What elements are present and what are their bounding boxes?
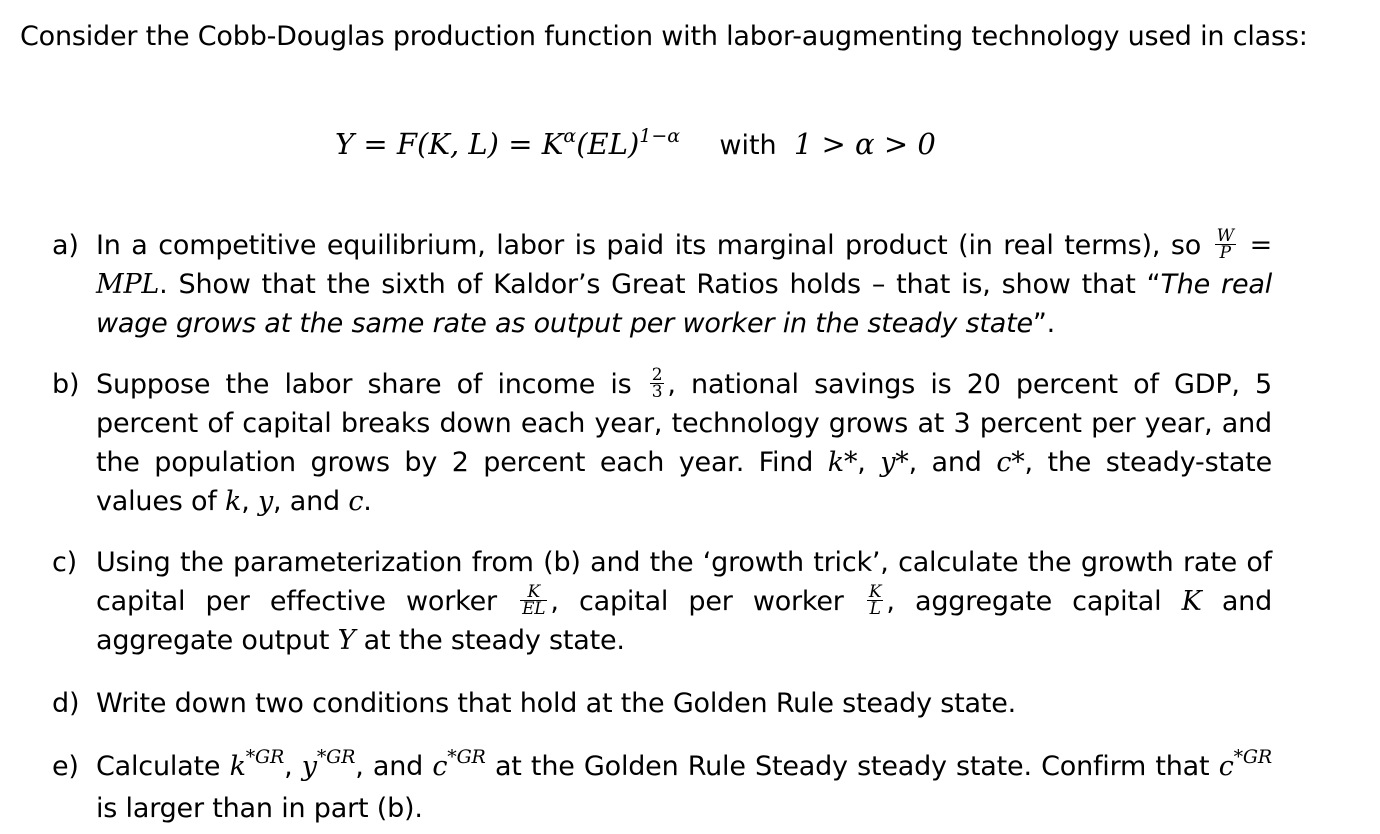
question-c xyxy=(52,543,1272,660)
k-over-l-numerator: K xyxy=(868,582,882,602)
question-b-part3: , the steady-state values of xyxy=(96,447,1272,517)
aggregate-output-variable: Y xyxy=(337,625,356,656)
equation-el: (EL) xyxy=(576,127,640,161)
question-b xyxy=(52,365,1272,521)
k-over-el-numerator: K xyxy=(520,584,547,601)
question-c-part5: at the steady state. xyxy=(363,625,625,656)
question-e-label: e) xyxy=(52,751,79,782)
question-e-part3: is larger than in part (b). xyxy=(96,793,423,824)
aggregate-capital-variable: K xyxy=(1181,586,1202,617)
question-a xyxy=(52,226,1272,343)
question-a-part3: ”. xyxy=(1032,308,1056,339)
question-e-part1: Calculate xyxy=(96,751,221,782)
k-over-l-denominator: L xyxy=(869,599,881,619)
question-e-text xyxy=(96,747,1272,828)
separator: , xyxy=(284,751,302,782)
question-a-text xyxy=(96,226,1272,343)
k-over-el-fraction xyxy=(520,584,547,617)
separator: , xyxy=(857,447,881,478)
two-thirds-fraction xyxy=(650,367,665,400)
c-gr-superscript-2: *GR xyxy=(1233,746,1272,768)
c-star: c* xyxy=(996,447,1025,478)
question-e xyxy=(52,747,1272,828)
question-a-part2: . Show that the sixth of Kaldor’s Great Ratios holds – that is, show that “ xyxy=(159,269,1161,300)
equation-one-minus-alpha-exponent: 1−α xyxy=(639,125,681,147)
equation-lhs: Y = F(K, L) = K xyxy=(335,127,564,161)
intro-text: Consider the Cobb-Douglas production function with labor-augmenting technology used in class: xyxy=(20,21,1308,52)
k-gr-variable: k xyxy=(229,751,246,782)
c-variable: c xyxy=(348,486,364,517)
w-over-p-fraction xyxy=(1215,228,1236,261)
question-d-label: d) xyxy=(52,688,80,719)
two-thirds-numerator: 2 xyxy=(651,365,663,385)
equation-condition: 1 > α > 0 xyxy=(793,127,936,161)
k-over-el-denominator: EL xyxy=(522,599,546,619)
question-b-part1: Suppose the labor share of income is xyxy=(96,369,632,400)
question-c-label: c) xyxy=(52,547,77,578)
k-star: k* xyxy=(827,447,858,478)
question-a-part1: In a competitive equilibrium, labor is paid its marginal product (in real terms), so xyxy=(96,230,1202,261)
question-c-part3: , aggregate capital xyxy=(886,586,1162,617)
k-variable: k xyxy=(225,486,242,517)
question-c-part4: and aggregate output xyxy=(96,586,1273,656)
equals-sign: = xyxy=(1249,230,1273,261)
kaldor-quote: The real wage grows at the same rate as output per worker in the steady state xyxy=(96,269,1272,339)
separator: , and xyxy=(355,751,433,782)
question-a-label: a) xyxy=(52,230,79,261)
question-c-part1: Using the parameterization from (b) and the ‘growth trick’, calculate the growth rate of capital per effective worker xyxy=(96,547,1272,617)
mpl-term: MPL xyxy=(96,269,160,300)
question-d-text: Write down two conditions that hold at the Golden Rule steady state. xyxy=(96,688,1017,719)
y-star: y* xyxy=(880,447,909,478)
separator: , and xyxy=(273,486,349,517)
question-b-part2: , national savings is 20 percent of GDP, 5 percent of capital breaks down each year, technology grows at 3 percent per year, and the population grows by 2 percent each year. Find xyxy=(96,369,1272,478)
question-e-part2: at the Golden Rule Steady steady state. Confirm that xyxy=(494,751,1210,782)
question-b-text xyxy=(96,365,1272,521)
c-gr-superscript: *GR xyxy=(447,746,486,768)
equation-alpha-exponent: α xyxy=(563,125,577,147)
k-over-l-fraction xyxy=(867,584,884,617)
k-gr-superscript: *GR xyxy=(245,746,285,768)
separator: , xyxy=(241,486,258,517)
question-d xyxy=(52,684,1272,723)
y-variable: y xyxy=(257,486,274,517)
question-c-part2: , capital per worker xyxy=(550,586,844,617)
w-over-p-denominator: P xyxy=(1219,243,1231,263)
question-c-text xyxy=(96,543,1272,660)
separator: , and xyxy=(908,447,997,478)
equation-with-word: with xyxy=(719,130,777,161)
production-function-equation xyxy=(335,124,936,168)
question-b-label: b) xyxy=(52,369,80,400)
y-gr-superscript: *GR xyxy=(316,746,356,768)
c-gr-variable-2: c xyxy=(1218,751,1234,782)
period: . xyxy=(363,486,372,517)
question-list xyxy=(52,226,1272,828)
c-gr-variable: c xyxy=(432,751,448,782)
two-thirds-denominator: 3 xyxy=(651,382,663,402)
w-over-p-numerator: W xyxy=(1216,226,1234,246)
y-gr-variable: y xyxy=(301,751,317,782)
